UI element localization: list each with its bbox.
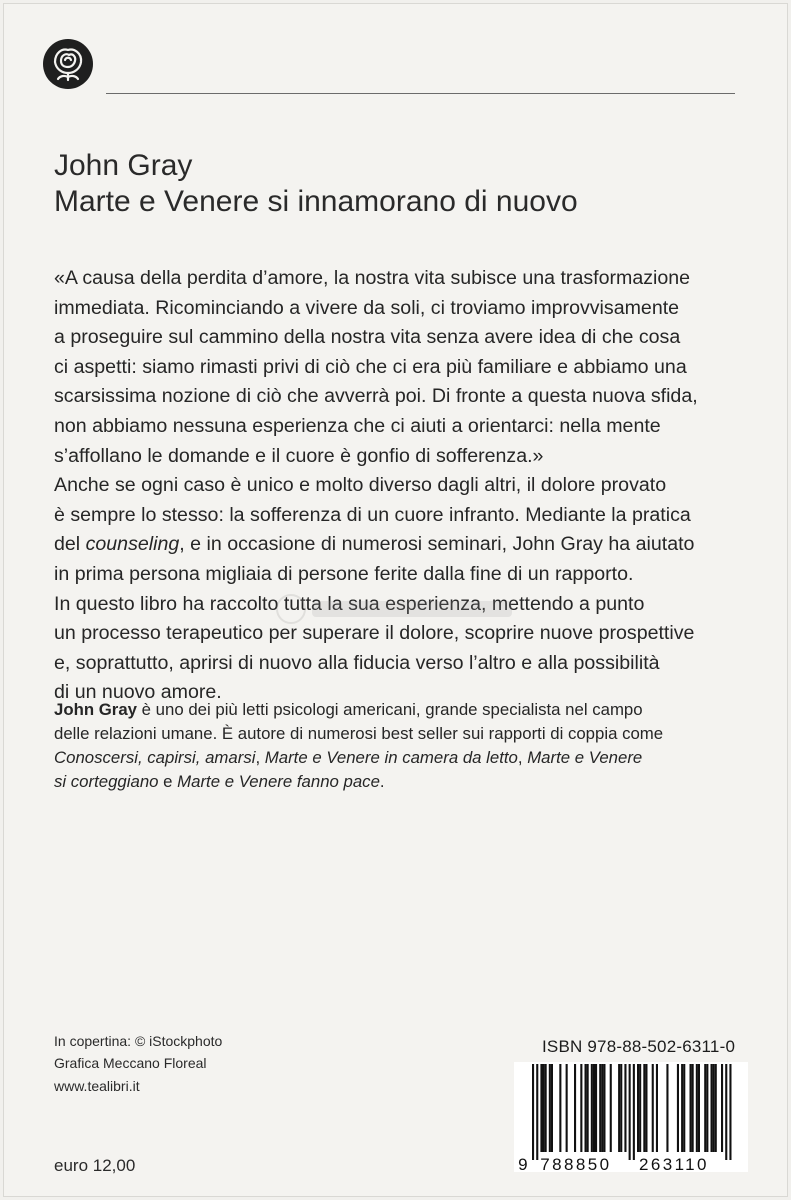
blurb-line: «A causa della perdita d’amore, la nostra vita subisce una trasformazione bbox=[54, 267, 691, 289]
barcode-digits-right: 263110 bbox=[639, 1155, 709, 1172]
barcode-bar bbox=[725, 1064, 727, 1160]
barcode-bar bbox=[566, 1064, 568, 1152]
barcode-bar bbox=[652, 1064, 654, 1152]
bio-line bbox=[54, 746, 754, 770]
author-bio bbox=[54, 698, 754, 794]
barcode-bar bbox=[603, 1064, 605, 1152]
bio-line bbox=[54, 698, 754, 722]
bio-text: , bbox=[517, 748, 528, 767]
barcode-bar bbox=[696, 1064, 698, 1152]
cover-credits bbox=[54, 1030, 222, 1074]
blurb-text: del bbox=[54, 533, 86, 556]
blurb-line: di un nuovo amore. bbox=[54, 681, 222, 704]
bio-text: , bbox=[255, 748, 265, 767]
barcode-bar bbox=[637, 1064, 639, 1152]
blurb-line: In questo libro ha raccolto tutta la sua esperienza, mettendo a punto bbox=[54, 592, 645, 615]
isbn-label: ISBN 978-88-502-6311-0 bbox=[542, 1037, 736, 1056]
barcode-bar bbox=[721, 1064, 723, 1152]
barcode-bar bbox=[549, 1064, 551, 1152]
bio-text: . bbox=[379, 772, 385, 791]
barcode-bar bbox=[574, 1064, 576, 1152]
barcode-bar bbox=[545, 1064, 547, 1152]
barcode-bar bbox=[624, 1064, 626, 1152]
barcode-bar bbox=[618, 1064, 620, 1152]
blurb-line: Anche se ogni caso è unico e molto diverso dagli altri, il dolore provato bbox=[54, 474, 667, 497]
bio-line: delle relazioni umane. È autore di numerosi best seller sui rapporti di coppia come bbox=[54, 724, 664, 743]
cover-photo-credit: In copertina: © iStockphoto bbox=[54, 1033, 223, 1049]
barcode-bar bbox=[536, 1064, 538, 1160]
barcode-bar bbox=[681, 1064, 683, 1152]
barcode-bar bbox=[683, 1064, 685, 1152]
blurb-line: è sempre lo stesso: la sofferenza di un cuore infranto. Mediante la pratica bbox=[54, 503, 691, 526]
book-back-cover bbox=[3, 3, 788, 1197]
bio-book-title: Conoscersi, capirsi, amarsi bbox=[54, 748, 256, 767]
bio-book-title: si corteggiano bbox=[54, 772, 159, 791]
barcode-bar bbox=[711, 1064, 713, 1152]
book-price: euro 12,00 bbox=[54, 1156, 136, 1175]
blurb-line: e, soprattutto, aprirsi di nuovo alla fiducia verso l’altro e alla possibilità bbox=[54, 651, 660, 674]
barcode-bar bbox=[591, 1064, 593, 1152]
barcode-bar bbox=[532, 1064, 534, 1160]
barcode-bar bbox=[559, 1064, 561, 1152]
barcode-bar bbox=[656, 1064, 658, 1152]
barcode-bar bbox=[543, 1064, 545, 1152]
barcode-bar bbox=[610, 1064, 612, 1152]
barcode-bar bbox=[666, 1064, 668, 1152]
barcode-bar bbox=[639, 1064, 641, 1152]
barcode-bar bbox=[643, 1064, 645, 1152]
barcode-bar bbox=[633, 1064, 635, 1160]
book-blurb bbox=[54, 264, 754, 708]
barcode-digit-first: 9 bbox=[518, 1155, 530, 1172]
blurb-italic-term: counseling bbox=[85, 533, 180, 556]
blurb-line: ci aspetti: siamo rimasti privi di ciò che ci era più familiare e abbiamo una bbox=[54, 355, 687, 378]
barcode-bar bbox=[593, 1064, 595, 1152]
barcode-bar bbox=[706, 1064, 708, 1152]
bio-text: è uno dei più letti psicologi americani, grande specialista nel campo bbox=[137, 700, 643, 719]
barcode-bar bbox=[620, 1064, 622, 1152]
blurb-line: s’affollano le domande e il cuore è gonfio di sofferenza.» bbox=[54, 444, 544, 467]
blurb-line bbox=[54, 530, 754, 560]
bio-book-title: Marte e Venere fanno pace bbox=[177, 772, 380, 791]
book-author: John Gray bbox=[54, 149, 193, 182]
barcode-bar bbox=[690, 1064, 692, 1152]
blurb-line: scarsissima nozione di ciò che avverrà poi. Di fronte a questa nuova sfida, bbox=[54, 385, 698, 408]
barcode-bar bbox=[698, 1064, 700, 1152]
barcode-bar bbox=[595, 1064, 597, 1152]
barcode-bar bbox=[677, 1064, 679, 1152]
header-divider bbox=[106, 93, 735, 94]
blurb-line: in prima persona migliaia di persone ferite dalla fine di un rapporto. bbox=[54, 562, 634, 585]
barcode-bar bbox=[715, 1064, 717, 1152]
bio-author-name: John Gray bbox=[54, 700, 137, 719]
barcode-bar bbox=[713, 1064, 715, 1152]
barcode-bar bbox=[629, 1064, 631, 1160]
bio-line bbox=[54, 770, 754, 794]
barcode-bar bbox=[729, 1064, 731, 1160]
blurb-line: non abbiamo nessuna esperienza che ci aiuti a orientarci: nella mente bbox=[54, 414, 661, 437]
blurb-line: a proseguire sul cammino della nostra vita senza avere idea di che cosa bbox=[54, 326, 681, 349]
barcode-bar bbox=[540, 1064, 542, 1152]
bio-book-title: Marte e Venere in camera da letto bbox=[264, 748, 518, 767]
publisher-website: www.tealibri.it bbox=[54, 1078, 140, 1094]
barcode-bar bbox=[599, 1064, 601, 1152]
barcode-bar bbox=[601, 1064, 603, 1152]
barcode-digits-left: 788850 bbox=[540, 1155, 612, 1172]
book-title: Marte e Venere si innamorano di nuovo bbox=[54, 185, 578, 218]
blurb-text: , e in occasione di numerosi seminari, John Gray ha aiutato bbox=[179, 533, 695, 556]
isbn-barcode bbox=[514, 1062, 748, 1172]
barcode-bar bbox=[645, 1064, 647, 1152]
bio-text: e bbox=[158, 772, 178, 791]
blurb-line: immediata. Ricominciando a vivere da soli, ci troviamo improvvisamente bbox=[54, 296, 680, 319]
rose-icon bbox=[42, 38, 94, 90]
barcode-bar bbox=[580, 1064, 582, 1152]
barcode-bar bbox=[585, 1064, 587, 1152]
graphic-design-credit: Grafica Meccano Floreal bbox=[54, 1055, 207, 1071]
barcode-bar bbox=[692, 1064, 694, 1152]
barcode-bar bbox=[587, 1064, 589, 1152]
bio-book-title: Marte e Venere bbox=[527, 748, 643, 767]
barcode-bar bbox=[704, 1064, 706, 1152]
blurb-line: un processo terapeutico per superare il dolore, scoprire nuove prospettive bbox=[54, 622, 695, 645]
barcode-bar bbox=[551, 1064, 553, 1152]
